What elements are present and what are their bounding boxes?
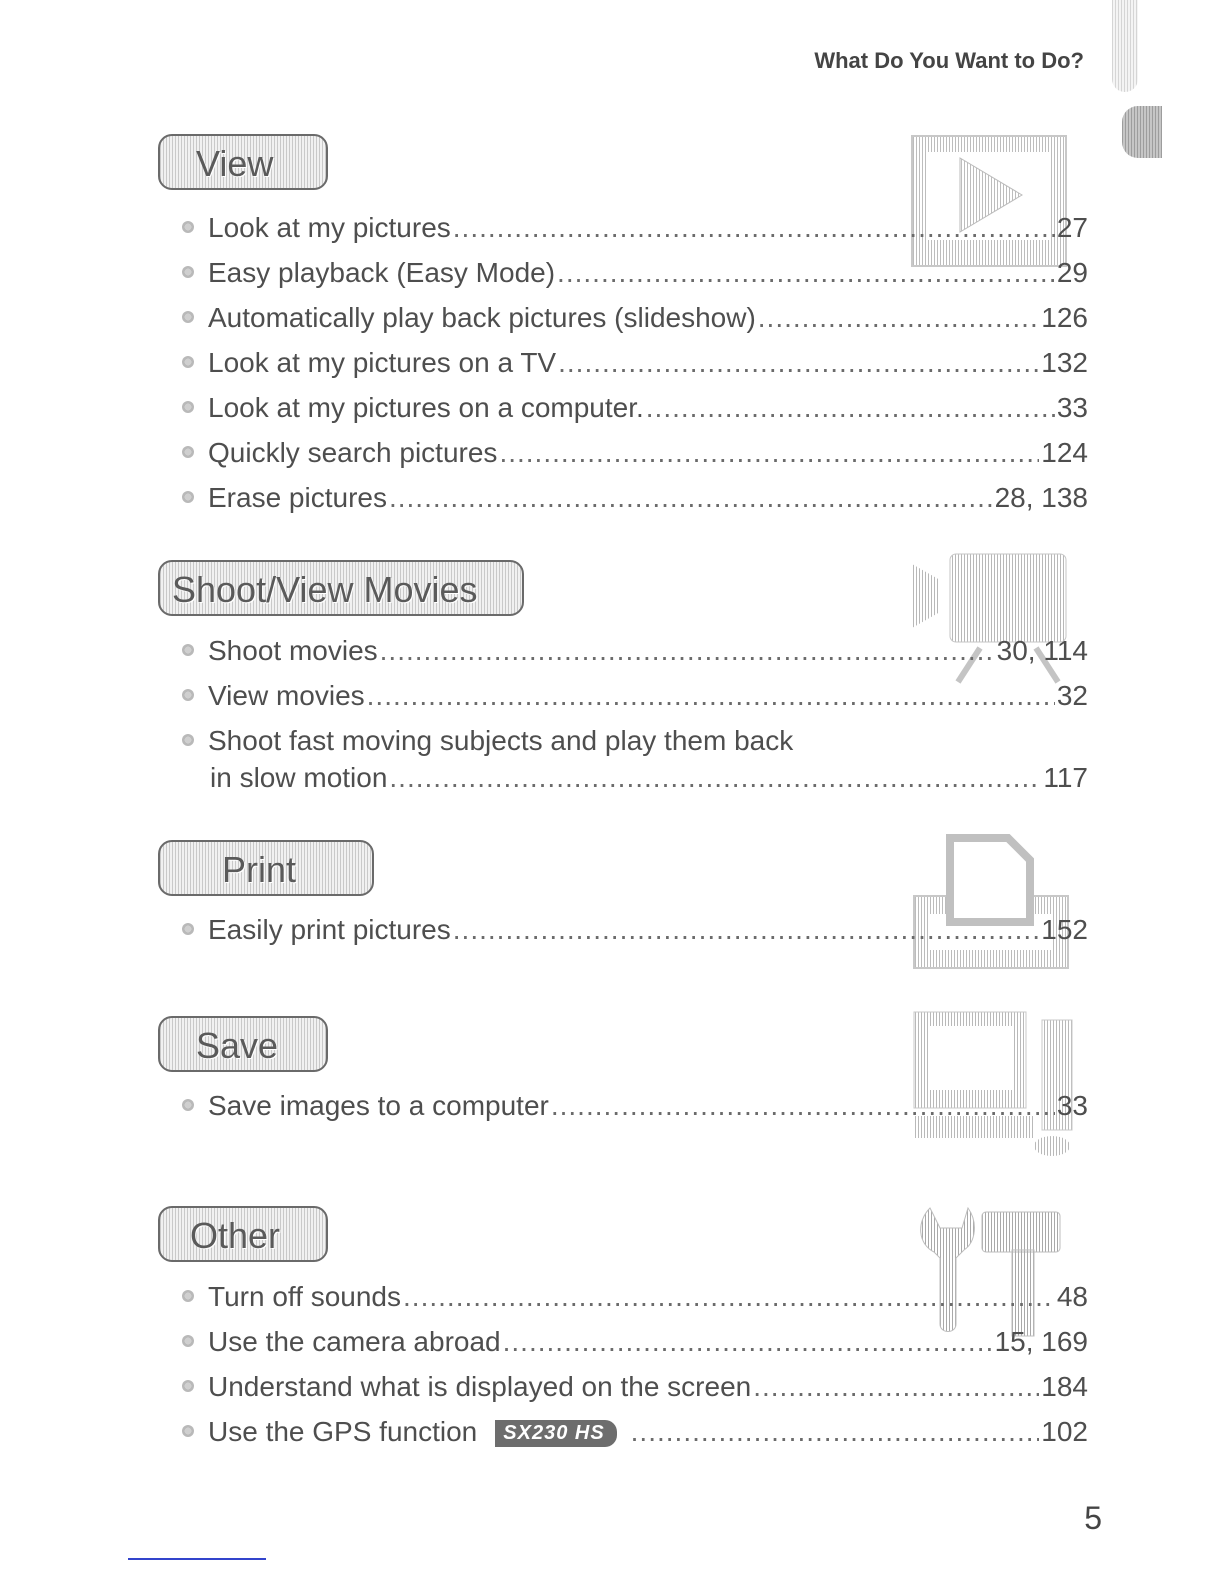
page-reference: 117	[1043, 762, 1088, 793]
model-badge: SX230 HS	[495, 1420, 616, 1447]
page-reference: 27	[1056, 212, 1088, 243]
list-item-continuation[interactable]: in slow motion ..... 117	[210, 762, 1088, 794]
bullet-icon	[182, 689, 194, 701]
section-label-other: Other	[158, 1206, 328, 1262]
page-reference: 33	[1056, 1090, 1088, 1121]
page-reference: 33	[1056, 392, 1088, 423]
list-item[interactable]: Understand what is displayed on the screen ..... 184	[182, 1371, 1088, 1403]
list-item[interactable]: Erase pictures ..... 28, 138	[182, 482, 1088, 514]
page-reference: 126	[1041, 302, 1088, 333]
bullet-icon	[182, 356, 194, 368]
page-reference: 28, 138	[994, 482, 1088, 513]
list-item[interactable]: Quickly search pictures ..... 124	[182, 437, 1088, 469]
list-item[interactable]: Save images to a computer ..... 33	[182, 1090, 1088, 1122]
bullet-icon	[182, 221, 194, 233]
bullet-icon	[182, 401, 194, 413]
play-icon	[910, 134, 1070, 270]
list-item[interactable]: Shoot fast moving subjects and play them back	[182, 725, 1088, 757]
page-header-title: What Do You Want to Do?	[814, 48, 1084, 73]
page-reference: 184	[1041, 1371, 1088, 1402]
tools-icon	[916, 1198, 1066, 1342]
list-item[interactable]: Use the GPS function SX230 HS ..... 102	[182, 1416, 1088, 1449]
bullet-icon	[182, 1425, 194, 1437]
bullet-icon	[182, 1380, 194, 1392]
page-edge-bar	[1112, 0, 1138, 92]
bullet-icon	[182, 923, 194, 935]
bullet-icon	[182, 1099, 194, 1111]
movie-camera-icon	[910, 552, 1070, 692]
list-item[interactable]: Turn off sounds ..... 48	[182, 1281, 1088, 1313]
section-label-save: Save	[158, 1016, 328, 1072]
list-item[interactable]: Look at my pictures on a TV ..... 132	[182, 347, 1088, 379]
bullet-icon	[182, 644, 194, 656]
page-reference: 102	[1041, 1416, 1088, 1447]
list-item[interactable]: Easily print pictures ..... 152	[182, 914, 1088, 946]
bullet-icon	[182, 446, 194, 458]
printer-icon	[912, 834, 1072, 970]
computer-icon	[912, 1010, 1080, 1160]
page-reference: 32	[1056, 680, 1088, 711]
section-label-movies: Shoot/View Movies	[158, 560, 524, 616]
list-item[interactable]: Look at my pictures ..... 27	[182, 212, 1088, 244]
chapter-tab	[1122, 106, 1162, 158]
page-reference: 30, 114	[996, 635, 1088, 666]
list-item[interactable]: View movies ..... 32	[182, 680, 1088, 712]
list-item[interactable]: Automatically play back pictures (slideshow) ..... 126	[182, 302, 1088, 334]
bullet-icon	[182, 1335, 194, 1347]
page-reference: 132	[1041, 347, 1088, 378]
section-label-view: View	[158, 134, 328, 190]
list-item[interactable]: Look at my pictures on a computer. ..... 33	[182, 392, 1088, 424]
page-reference: 29	[1056, 257, 1088, 288]
page-reference: 48	[1056, 1281, 1088, 1312]
page-number: 5	[1084, 1500, 1102, 1536]
section-label-print: Print	[158, 840, 374, 896]
footer-rule	[128, 1558, 266, 1560]
list-item[interactable]: Easy playback (Easy Mode) ..... 29	[182, 257, 1088, 289]
list-item[interactable]: Shoot movies ..... 30, 114	[182, 635, 1088, 667]
page-reference: 152	[1041, 914, 1088, 945]
page-reference: 15, 169	[994, 1326, 1088, 1357]
list-item[interactable]: Use the camera abroad ..... 15, 169	[182, 1326, 1088, 1358]
page-reference: 124	[1041, 437, 1088, 468]
bullet-icon	[182, 266, 194, 278]
bullet-icon	[182, 1290, 194, 1302]
bullet-icon	[182, 311, 194, 323]
bullet-icon	[182, 734, 194, 746]
bullet-icon	[182, 491, 194, 503]
